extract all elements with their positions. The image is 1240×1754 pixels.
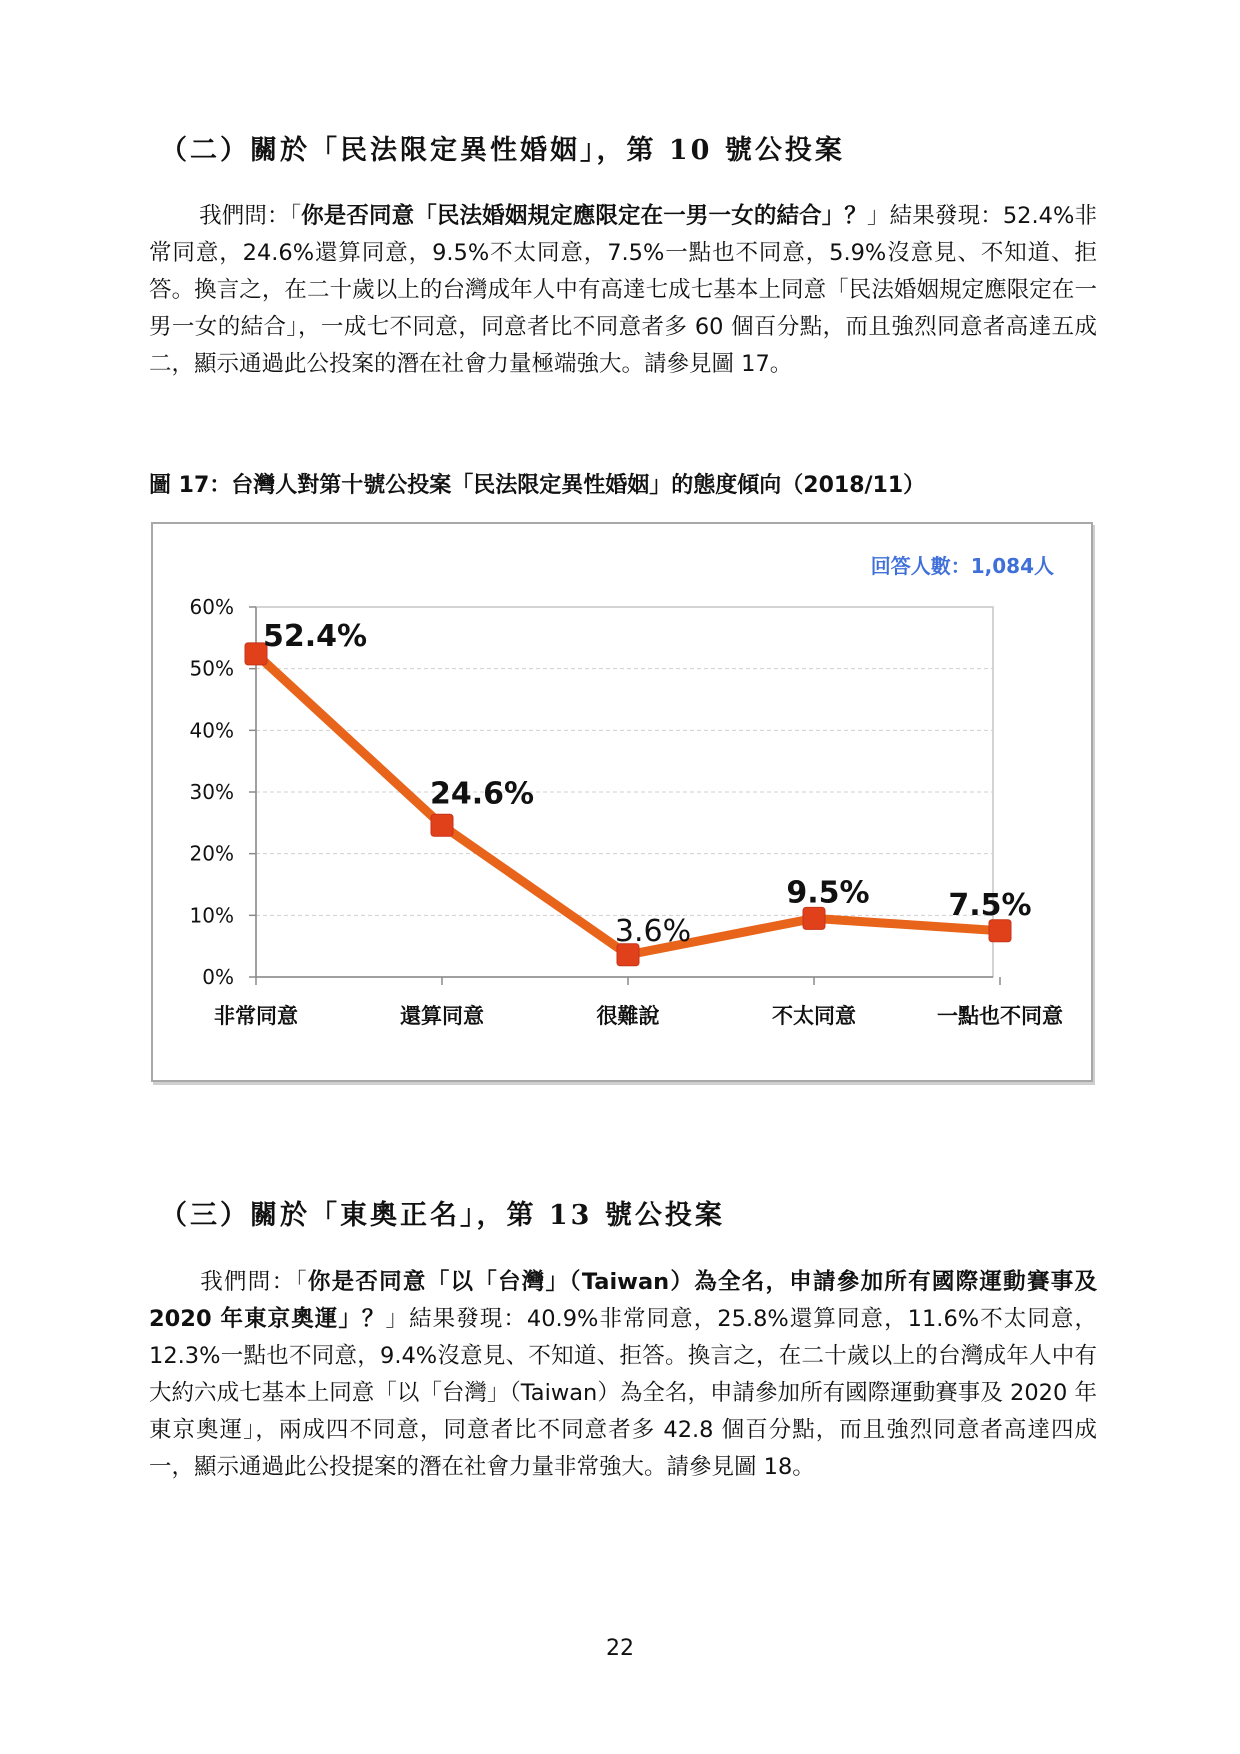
grid-lines <box>256 669 993 916</box>
x-tick-label: 非常同意 <box>214 1004 298 1028</box>
y-tick-label: 40% <box>189 718 234 743</box>
y-tick-label: 0% <box>202 965 234 989</box>
data-label: 3.6% <box>614 913 692 949</box>
series-line <box>256 654 1000 955</box>
respondents-count: 回答人數：1,084人 <box>870 554 1054 578</box>
data-point-marker <box>803 907 825 929</box>
figure-17-chart <box>151 522 1093 1082</box>
data-point-marker <box>989 920 1011 942</box>
section-2-lead: 我們問：「 <box>199 203 302 229</box>
section-3-question: 你是否同意「以「台灣」（Taiwan）為全名，申請參加所有國際運動賽事及 2020 年東京奧運」？ <box>149 1269 1097 1332</box>
data-label: 52.4% <box>262 618 368 654</box>
y-tick-label: 20% <box>189 841 234 866</box>
x-tick-label: 很難說 <box>596 1004 660 1028</box>
section-3-body: 」結果發現：40.9%非常同意，25.8%還算同意，11.6%不太同意，12.3%一點也不同意，9.4%沒意見、不知道、拒答。換言之，在二十歲以上的台灣成年人中有大約六成七基本上同意「以「台灣」（Taiwan）為全名，申請參加所有國際運動賽事及 2020 年東京奧運」，兩成四不同意，同意者比不同意者多 42.8 個百分點，而且強烈同意者高達四成一，顯示通過此公投提案的潛在社會力量非常強大。請參見圖 18。 <box>149 1306 1097 1480</box>
data-label: 7.5% <box>948 887 1032 923</box>
section-2-body: 」結果發現：52.4%非常同意，24.6%還算同意，9.5%不太同意，7.5%一點也不同意，5.9%沒意見、不知道、拒答。換言之，在二十歲以上的台灣成年人中有高達七成七基本上同意「民法婚姻規定應限定在一男一女的結合」，一成七不同意，同意者比不同意者多 60 個百分點，而且強烈同意者高達五成二，顯示通過此公投案的潛在社會力量極端強大。請參見圖 17。 <box>149 203 1097 377</box>
data-point-marker <box>431 814 453 836</box>
section-2-question: 你是否同意「民法婚姻規定應限定在一男一女的結合」？ <box>301 203 868 229</box>
x-tick-label: 還算同意 <box>400 1004 484 1028</box>
figure-17-caption: 圖 17：台灣人對第十號公投案「民法限定異性婚姻」的態度傾向（2018/11） <box>149 473 926 498</box>
y-tick-label: 30% <box>189 780 234 804</box>
section-2-paragraph <box>149 198 1097 383</box>
y-tick-label: 60% <box>189 595 234 619</box>
x-tick-label: 不太同意 <box>772 1004 856 1028</box>
line-chart <box>153 524 1091 1080</box>
section-2-heading: （二）關於「民法限定異性婚姻」，第 10 號公投案 <box>160 135 845 166</box>
data-label: 24.6% <box>429 776 535 812</box>
y-tick-label: 10% <box>189 903 234 928</box>
section-3-heading: （三）關於「東奧正名」，第 13 號公投案 <box>160 1200 725 1231</box>
data-label: 9.5% <box>786 875 870 911</box>
section-3-lead: 我們問：「 <box>199 1269 308 1295</box>
series-line-path <box>256 654 1000 955</box>
page-number: 22 <box>606 1636 634 1661</box>
x-tick-label: 一點也不同意 <box>937 1004 1063 1028</box>
y-tick-label: 50% <box>189 656 234 681</box>
section-3-paragraph <box>149 1264 1097 1486</box>
